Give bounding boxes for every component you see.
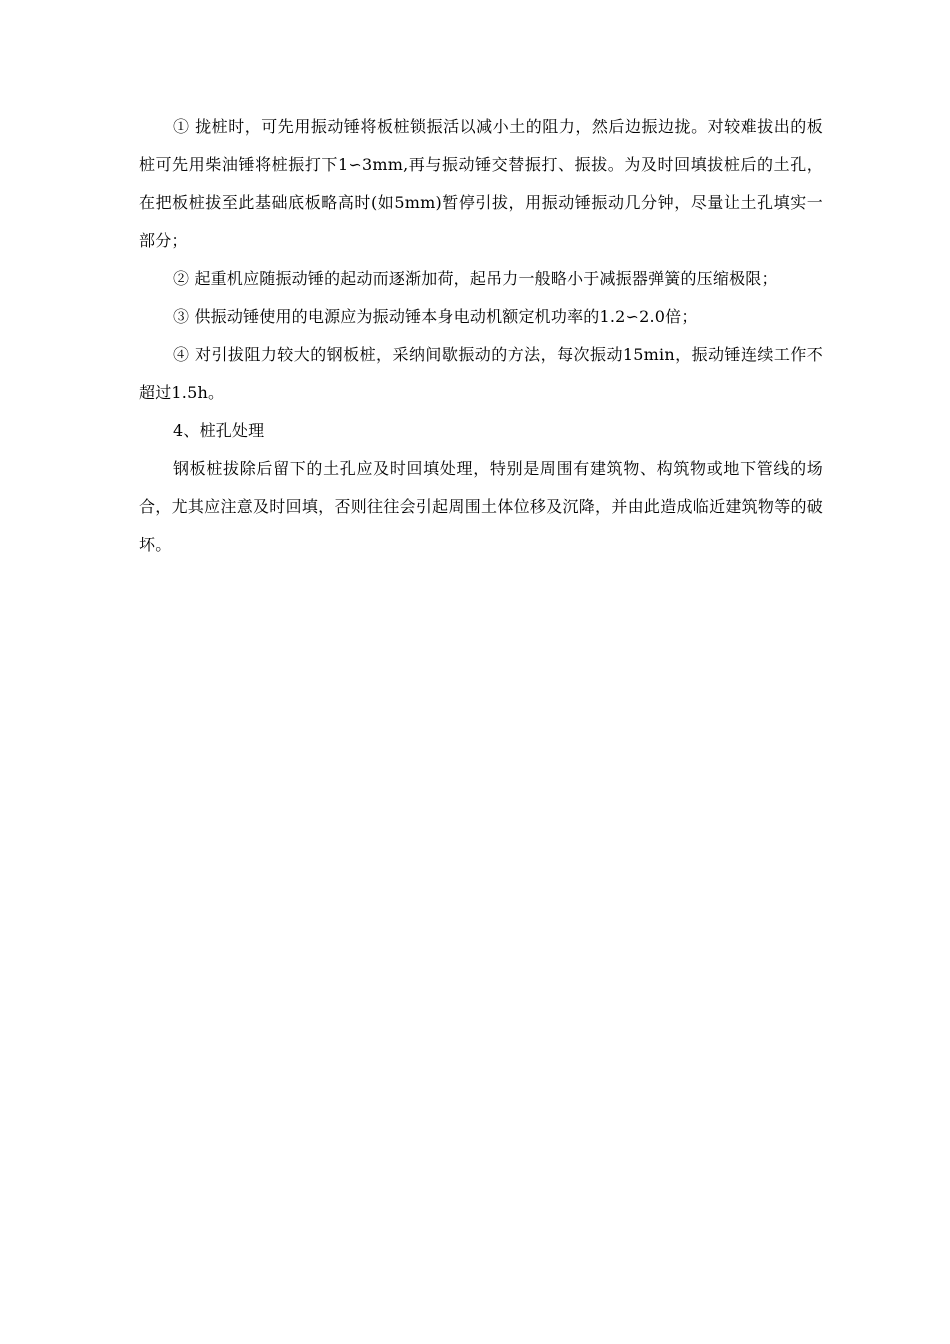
- paragraph-hole-treatment: 钢板桩拔除后留下的土孔应及时回填处理，特别是周围有建筑物、构筑物或地下管线的场合，尤其应注意及时回填，否则往往会引起周围土体位移及沉降，并由此造成临近建筑物等的破坏。: [139, 459, 823, 554]
- section-heading: 4、桩孔处理: [173, 421, 265, 440]
- paragraph-step-1: ① 拢桩时，可先用振动锤将板桩锁振活以减小土的阻力，然后边振边拢。对较难拔出的板桩可先用柴油锤将桩振打下1∽3mm,再与振动锤交替振打、振拔。为及时回填拔桩后的土孔，在把板桩拔至此基础底板略高时(如5mm)暂停引拔，用振动锤振动几分钟，尽量让土孔填实一部分；: [139, 117, 823, 250]
- document-body: [139, 108, 823, 564]
- paragraph-step-4: ④ 对引拔阻力较大的钢板桩，采纳间歇振动的方法，每次振动15min，振动锤连续工作不超过1.5h。: [139, 345, 823, 402]
- paragraph-step-2: ② 起重机应随振动锤的起动而逐渐加荷，起吊力一般略小于减振器弹簧的压缩极限；: [173, 269, 778, 288]
- paragraph-step-3: ③ 供振动锤使用的电源应为振动锤本身电动机额定机功率的1.2∽2.0倍；: [173, 307, 698, 326]
